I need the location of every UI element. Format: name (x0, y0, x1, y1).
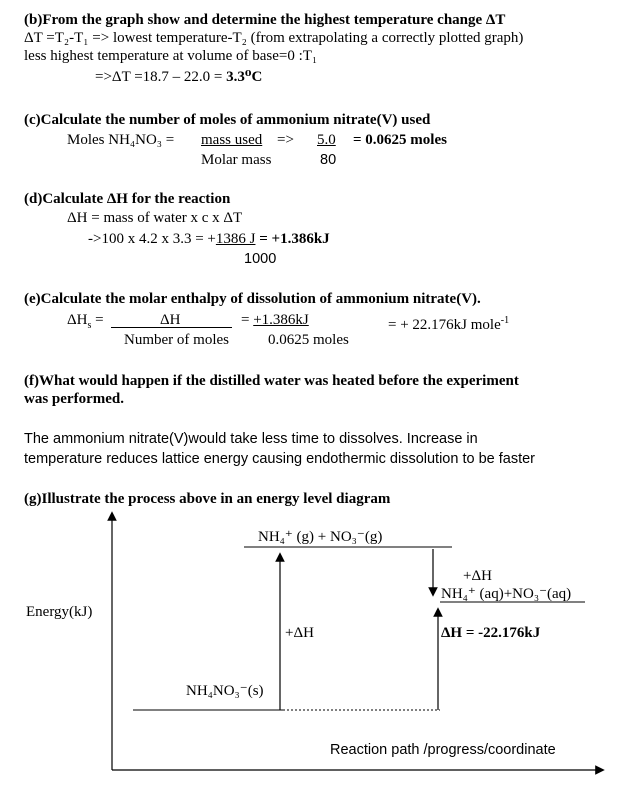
part-c-arrow: => (277, 132, 294, 148)
part-d-line1: ΔH = mass of water x c x ΔT (67, 210, 243, 226)
part-b-line2: less highest temperature at volume of base=0 :T₁ (24, 48, 318, 64)
x-axis-label: Reaction path /progress/coordinate (330, 742, 556, 758)
part-b-answer: 3.3⁰C (226, 69, 263, 85)
part-c-heading: (c)Calculate the number of moles of ammonium nitrate(V) used (24, 112, 431, 128)
part-c-result: = 0.0625 moles (353, 132, 447, 148)
part-c-numerator: mass used (201, 132, 263, 148)
part-d-numerator: 1386 J (215, 231, 256, 247)
part-e-denominator: Number of moles (124, 332, 229, 348)
part-d-result: = +1.386kJ (255, 231, 330, 247)
part-b-line1: ΔT =T₂-T₁ => lowest temperature-T₂ (from extrapolating a correctly plotted graph) (24, 30, 524, 46)
part-g-heading: (g)Illustrate the process above in an energy level diagram (24, 491, 391, 507)
label-hydration-dh: +ΔH (463, 568, 492, 584)
part-e-sup: -1 (500, 315, 510, 326)
part-b-heading: (b)From the graph show and determine the highest temperature change ΔT (24, 12, 506, 28)
label-gaseous-ions: NH₄⁺ (g) + NO₃⁻(g) (258, 529, 383, 545)
label-aqueous-ions: NH₄⁺ (aq)+NO₃⁻(aq) (441, 586, 572, 602)
part-d-heading: (d)Calculate ΔH for the reaction (24, 191, 231, 207)
part-f-answer-1: The ammonium nitrate(V)would take less time to dissolves. Increase in (24, 431, 478, 447)
part-e-sub: s (87, 320, 92, 331)
y-axis-label: Energy(kJ) (26, 604, 93, 620)
label-overall-dh: ΔH = -22.176kJ (441, 625, 541, 641)
part-e-moles: 0.0625 moles (268, 332, 349, 348)
part-c-mass: 5.0 (317, 132, 336, 148)
part-e-dh: ΔH (67, 312, 88, 328)
part-f-heading-1: (f)What would happen if the distilled water was heated before the experiment (24, 373, 519, 389)
part-e-result-text: = + 22.176kJ mole (388, 317, 501, 333)
part-e-numerator: ΔH (160, 312, 181, 328)
label-solid: NH₄NO₃⁻(s) (186, 683, 264, 699)
part-c-molar-mass: 80 (320, 152, 337, 168)
part-d-calc: ->100 x 4.2 x 3.3 = + (88, 231, 216, 247)
part-e-eq2-sign: = (241, 312, 254, 328)
part-e-eq: = (91, 312, 104, 328)
part-c-denominator: Molar mass (201, 152, 272, 168)
label-lattice-dh: +ΔH (285, 625, 314, 641)
part-d-denominator: 1000 (244, 251, 277, 267)
part-c-label: Moles NH₄NO₃ = (67, 132, 175, 148)
part-f-heading-2: was performed. (24, 391, 124, 407)
part-e-heading: (e)Calculate the molar enthalpy of dissolution of ammonium nitrate(V). (24, 291, 481, 307)
part-f-answer-2: temperature reduces lattice energy causing endothermic dissolution to be faster (24, 451, 536, 467)
part-e-kj: +1.386kJ (253, 312, 309, 328)
part-b-calc: =>ΔT =18.7 – 22.0 = (95, 69, 227, 85)
